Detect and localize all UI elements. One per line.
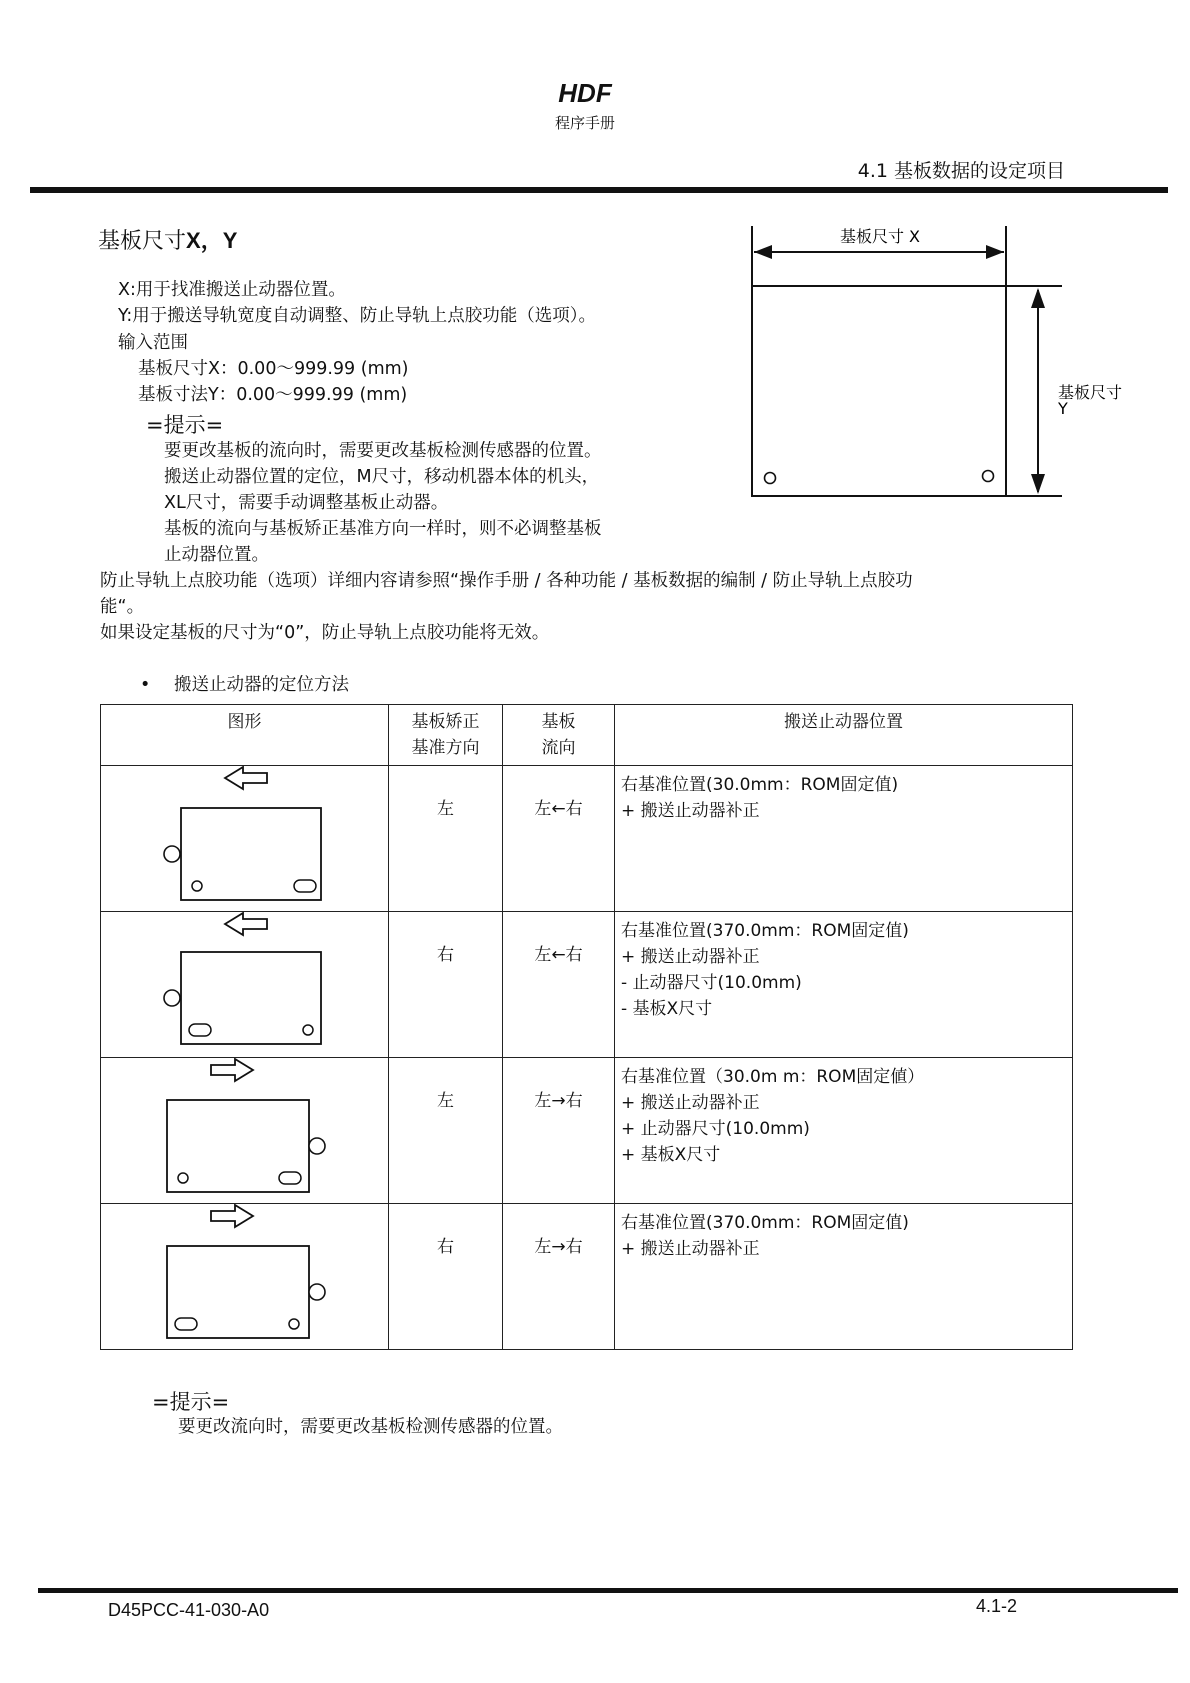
reference-direction: 左 [389, 766, 503, 912]
header-flow-line2: 流向 [541, 738, 576, 758]
header-reference [389, 705, 503, 766]
fiducial-round [303, 1025, 313, 1035]
board-figure [101, 1204, 387, 1344]
y-dim-label-2: Y [1058, 399, 1068, 418]
tip-line: 搬送止动器位置的定位，M尺寸，移动机器本体的机头， [164, 467, 600, 487]
table-row [101, 1058, 1073, 1204]
zero-size-note: 如果设定基板的尺寸为“0”，防止导轨上点胶功能将无效。 [100, 623, 550, 643]
stopper-position [615, 1058, 1073, 1204]
flow-left-arrow-icon [225, 767, 267, 789]
flow-direction: 左←右 [503, 912, 615, 1058]
x-arrow-left [754, 245, 772, 259]
reference-direction: 右 [389, 912, 503, 1058]
x-dim-label: 基板尺寸 X [839, 227, 921, 246]
stopper-position [615, 912, 1073, 1058]
heading-prefix: 基板尺寸 [98, 229, 187, 254]
section-title: 4.1 基板数据的设定项目 [857, 160, 1065, 182]
board-figure [101, 766, 387, 906]
flow-direction: 左→右 [503, 1204, 615, 1350]
position-line: - 止动器尺寸(10.0mm) [621, 973, 802, 993]
board-size-diagram [740, 222, 1140, 502]
stopper-position [615, 1204, 1073, 1350]
position-line: 右基准位置（30.0m m：ROM固定値） [621, 1067, 925, 1087]
footer-rule [38, 1588, 1178, 1593]
stopper-method-table [100, 704, 1073, 1350]
document-id: D45PCC-41-030-A0 [108, 1600, 270, 1620]
row-figure [101, 1058, 389, 1204]
fiducial-round [192, 881, 202, 891]
position-line: 右基准位置(370.0mm：ROM固定值) [621, 921, 909, 941]
header-figure: 图形 [101, 705, 389, 766]
brand-logo: HDF [558, 78, 612, 108]
board-outline [167, 1246, 309, 1338]
bottom-tip-text: 要更改流向时，需要更改基板检测传感器的位置。 [178, 1417, 563, 1437]
table-header-row [101, 705, 1073, 766]
bottom-tip-title: =提示= [152, 1390, 230, 1414]
row-figure [101, 912, 389, 1058]
table-row [101, 912, 1073, 1058]
page-heading [98, 224, 237, 255]
fiducial-left [765, 473, 776, 484]
fiducial-round [178, 1173, 188, 1183]
board-outline [181, 952, 321, 1044]
row-figure [101, 766, 389, 912]
y-arrow-up [1031, 288, 1045, 308]
board-figure [101, 912, 387, 1052]
tip-line: XL尺寸，需要手动调整基板止动器。 [164, 493, 449, 513]
x-description: X:用于找准搬送止动器位置。 [118, 280, 346, 300]
header-flow [503, 705, 615, 766]
heading-suffix: X，Y [186, 228, 238, 253]
header-flow-line1: 基板 [541, 712, 576, 732]
board-figure [101, 1058, 387, 1198]
position-line: + 搬送止动器补正 [621, 1093, 760, 1113]
range-x: 基板尺寸X：0.00～999.99 (mm) [138, 359, 409, 379]
position-line: 右基准位置(30.0mm：ROM固定值) [621, 775, 899, 795]
sensor-icon [309, 1138, 325, 1154]
tip-line: 止动器位置。 [164, 545, 269, 565]
reference-direction: 左 [389, 1058, 503, 1204]
option-note-cont: 能“。 [100, 597, 145, 617]
table-row [101, 1204, 1073, 1350]
sensor-icon [164, 846, 180, 862]
position-line: - 基板X尺寸 [621, 999, 713, 1019]
y-description: Y:用于搬送导轨宽度自动调整、防止导轨上点胶功能（选项）。 [118, 306, 597, 326]
row-figure [101, 1204, 389, 1350]
fiducial-oval [189, 1024, 211, 1036]
fiducial-oval [294, 880, 316, 892]
position-line: + 搬送止动器补正 [621, 947, 760, 967]
flow-right-arrow-icon [211, 1205, 253, 1227]
page-number: 4.1-2 [976, 1596, 1018, 1616]
method-bullet: • [140, 675, 151, 695]
header-reference-line1: 基板矫正 [411, 712, 480, 732]
manual-subtitle: 程序手册 [554, 114, 615, 132]
flow-direction: 左←右 [503, 766, 615, 912]
position-line: + 搬送止动器补正 [621, 1239, 760, 1259]
tip-line: 要更改基板的流向时，需要更改基板检测传感器的位置。 [164, 441, 602, 461]
stopper-position [615, 766, 1073, 912]
position-line: + 基板X尺寸 [621, 1145, 721, 1165]
table-row [101, 766, 1073, 912]
fiducial-oval [279, 1172, 301, 1184]
header-rule [30, 187, 1168, 193]
position-line: + 止动器尺寸(10.0mm) [621, 1119, 810, 1139]
sensor-icon [164, 990, 180, 1006]
fiducial-oval [175, 1318, 197, 1330]
reference-direction: 右 [389, 1204, 503, 1350]
fiducial-right [983, 471, 994, 482]
option-note: 防止导轨上点胶功能（选项）详细内容请参照“操作手册 / 各种功能 / 基板数据的编制 / 防止导轨上点胶功 [100, 571, 913, 591]
flow-right-arrow-icon [211, 1059, 253, 1081]
x-arrow-right [986, 245, 1004, 259]
position-line: 右基准位置(370.0mm：ROM固定值) [621, 1213, 909, 1233]
tip-line: 基板的流向与基板矫正基准方向一样时，则不必调整基板 [164, 519, 602, 539]
range-y: 基板寸法Y：0.00～999.99 (mm) [138, 385, 408, 405]
range-title: 输入范围 [118, 333, 188, 353]
y-dim-label-1: 基板尺寸 [1058, 383, 1123, 402]
fiducial-round [289, 1319, 299, 1329]
header-position: 搬送止动器位置 [615, 705, 1073, 766]
tip-title: =提示= [146, 413, 224, 437]
header-reference-line2: 基准方向 [411, 738, 480, 758]
sensor-icon [309, 1284, 325, 1300]
y-arrow-down [1031, 474, 1045, 494]
flow-direction: 左→右 [503, 1058, 615, 1204]
position-line: + 搬送止动器补正 [621, 801, 760, 821]
method-title: 搬送止动器的定位方法 [174, 675, 349, 695]
flow-left-arrow-icon [225, 913, 267, 935]
